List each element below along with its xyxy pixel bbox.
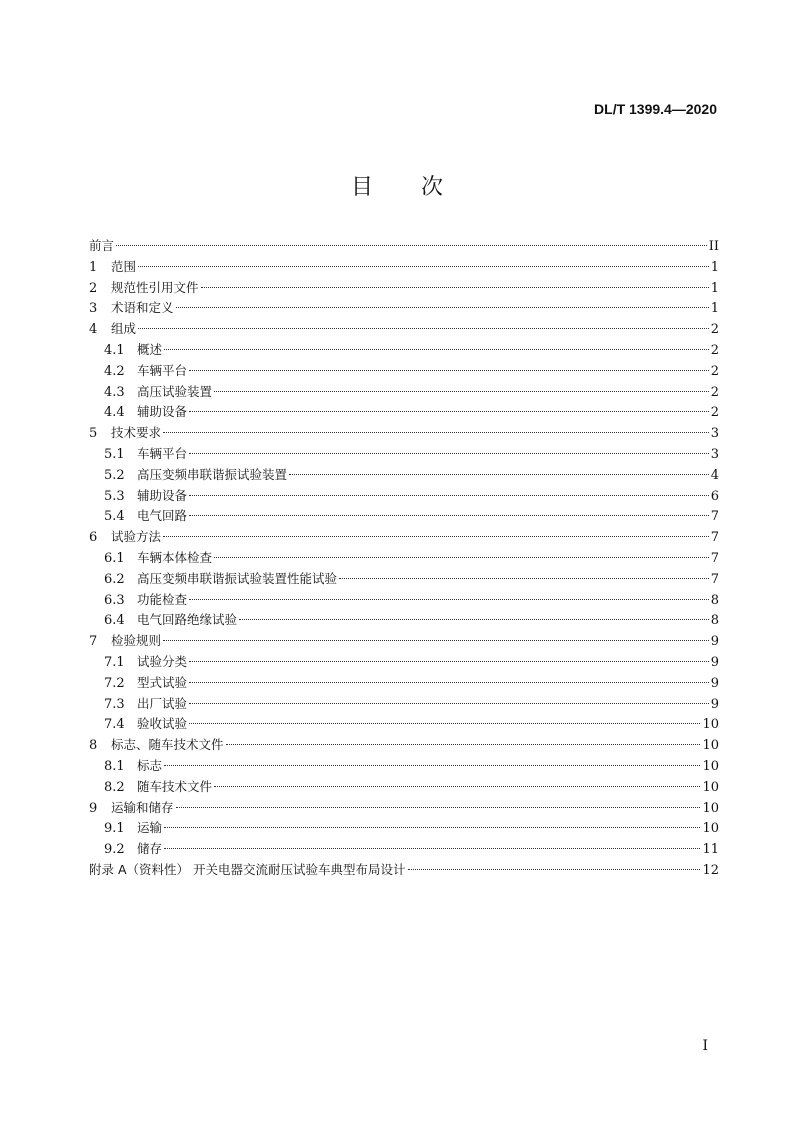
toc-entry-number: 6.3 [104, 592, 125, 608]
toc-entry[interactable] [89, 798, 719, 819]
toc-dot-leader [189, 515, 709, 516]
toc-entry-number: 7 [89, 634, 98, 650]
toc-entry-label: 验收试验 [137, 716, 188, 732]
toc-entry-number: 7.2 [104, 675, 125, 691]
toc-entry-page: 7 [710, 530, 719, 546]
toc-dot-leader [189, 661, 709, 662]
toc-entry[interactable] [89, 319, 719, 340]
toc-entry-page: 9 [710, 634, 719, 650]
toc-dot-leader [226, 744, 701, 745]
toc-entry-number: 5.4 [104, 509, 125, 525]
toc-entry[interactable] [89, 777, 719, 798]
toc-entry-number: 3 [89, 301, 98, 317]
toc-entry-page: 10 [702, 800, 719, 816]
toc-entry-page: II [708, 239, 719, 254]
toc-entry-label: 试验分类 [137, 653, 188, 669]
toc-entry-label: 储存 [137, 841, 163, 857]
toc-entry-page: 2 [710, 384, 719, 400]
title-char-1: 目 [350, 175, 373, 200]
toc-entry-label: 辅助设备 [137, 404, 188, 420]
toc-entry-label: 标志 [137, 757, 163, 773]
toc-entry-label: 范围 [111, 258, 137, 274]
toc-dot-leader [189, 370, 709, 371]
toc-entry-page: 9 [710, 696, 719, 712]
toc-dot-leader [163, 432, 709, 433]
toc-entry-number: 6.4 [104, 613, 125, 629]
toc-dot-leader [201, 287, 709, 288]
toc-entry-page: 11 [702, 842, 719, 858]
toc-entry-label: 技术要求 [111, 425, 162, 441]
toc-entry[interactable] [89, 818, 719, 839]
toc-entry-number: 6 [89, 530, 98, 546]
toc-entry[interactable] [89, 361, 719, 382]
toc-entry-label: 高压试验装置 [137, 383, 213, 399]
toc-entry-label: 电气回路绝缘试验 [137, 612, 238, 628]
toc-entry-page: 10 [702, 779, 719, 795]
toc-entry-page: 6 [710, 488, 719, 504]
toc-entry[interactable] [89, 486, 719, 507]
toc-entry-page: 12 [702, 862, 719, 878]
toc-entry-number: 1 [89, 259, 98, 275]
toc-entry-page: 1 [710, 301, 719, 317]
toc-entry-number: 8.2 [104, 779, 125, 795]
toc-entry[interactable] [89, 631, 719, 652]
toc-entry[interactable] [89, 257, 719, 278]
toc-entry-number: 7.1 [104, 654, 125, 670]
toc-entry-number: 9 [89, 800, 98, 816]
toc-entry-page: 1 [710, 280, 719, 296]
toc-entry-label: 高压变频串联谐振试验装置 [137, 466, 288, 482]
title-char-2: 次 [421, 175, 444, 200]
toc-entry-label: 功能检查 [137, 591, 188, 607]
toc-entry-number: 4.1 [104, 342, 125, 358]
toc-entry-page: 10 [702, 717, 719, 733]
toc-entry-label: 型式试验 [137, 674, 188, 690]
toc-entry[interactable] [89, 839, 719, 860]
toc-entry[interactable] [89, 382, 719, 403]
toc-entry-label: 车辆平台 [137, 445, 188, 461]
toc-dot-leader [189, 682, 709, 683]
toc-entry-label: 电气回路 [137, 508, 188, 524]
toc-entry[interactable] [89, 423, 719, 444]
toc-entry-page: 2 [710, 363, 719, 379]
toc-dot-leader [289, 474, 709, 475]
page-title [0, 170, 794, 201]
toc-entry-number: 7.3 [104, 696, 125, 712]
toc-entry-label: 出厂试验 [137, 695, 188, 711]
toc-entry-page: 7 [710, 509, 719, 525]
toc-entry[interactable] [89, 298, 719, 319]
toc-entry-number: 9.1 [104, 821, 125, 837]
toc-entry-page: 1 [710, 259, 719, 275]
toc-entry-label: 车辆平台 [137, 362, 188, 378]
toc-entry-number: 8.1 [104, 758, 125, 774]
toc-entry-label: 运输和储存 [111, 799, 174, 815]
toc-entry-page: 9 [710, 675, 719, 691]
toc-entry-page: 10 [702, 821, 719, 837]
toc-dot-leader [164, 765, 700, 766]
standard-code: DL/T 1399.4—2020 [594, 101, 717, 117]
toc-entry-page: 3 [710, 426, 719, 442]
toc-dot-leader [189, 703, 709, 704]
toc-dot-leader [214, 391, 709, 392]
toc-entry[interactable] [89, 714, 719, 735]
toc-dot-leader [214, 786, 700, 787]
toc-entry[interactable] [89, 506, 719, 527]
toc-dot-leader [408, 869, 701, 870]
toc-entry[interactable] [89, 673, 719, 694]
toc-entry-number: 6.2 [104, 571, 125, 587]
toc-dot-leader [116, 245, 707, 246]
toc-entry-label: 术语和定义 [111, 300, 174, 316]
toc-entry-number: 5.2 [104, 467, 125, 483]
toc-dot-leader [164, 827, 700, 828]
toc-entry[interactable] [89, 590, 719, 611]
toc-dot-leader [164, 349, 709, 350]
toc-dot-leader [176, 307, 709, 308]
toc-entry-label: 随车技术文件 [137, 778, 213, 794]
toc-dot-leader [163, 640, 709, 641]
toc-entry-label: 标志、随车技术文件 [111, 737, 224, 753]
toc-entry[interactable] [89, 756, 719, 777]
toc-entry-label: 附录 A（资料性） 开关电器交流耐压试验车典型布局设计 [89, 861, 406, 877]
toc-entry-number: 7.4 [104, 717, 125, 733]
toc-entry-page: 4 [710, 467, 719, 483]
toc-dot-leader [239, 619, 709, 620]
toc-dot-leader [339, 578, 709, 579]
toc-entry-label: 组成 [111, 321, 137, 337]
toc-entry-label: 试验方法 [111, 529, 162, 545]
toc-entry[interactable] [89, 444, 719, 465]
toc-entry[interactable] [89, 694, 719, 715]
toc-entry-page: 3 [710, 446, 719, 462]
toc-entry-number: 5.3 [104, 488, 125, 504]
toc-entry[interactable] [89, 402, 719, 423]
toc-entry[interactable] [89, 569, 719, 590]
toc-entry-label: 运输 [137, 820, 163, 836]
toc-entry-label: 概述 [137, 341, 163, 357]
toc-entry[interactable] [89, 278, 719, 299]
toc-entry-page: 10 [702, 758, 719, 774]
toc-entry-number: 4.2 [104, 363, 125, 379]
toc-entry[interactable] [89, 465, 719, 486]
toc-entry-number: 5 [89, 426, 98, 442]
toc-entry-page: 2 [710, 342, 719, 358]
toc-dot-leader [189, 411, 709, 412]
toc-entry-page: 9 [710, 654, 719, 670]
toc-entry-label: 检验规则 [111, 633, 162, 649]
toc-dot-leader [176, 807, 701, 808]
toc-entry[interactable] [89, 340, 719, 361]
toc-entry-number: 4 [89, 322, 98, 338]
toc-dot-leader [189, 723, 700, 724]
footer-page-number: I [702, 1038, 708, 1054]
toc-dot-leader [214, 557, 709, 558]
toc-entry-page: 8 [710, 613, 719, 629]
toc-entry[interactable] [89, 236, 719, 257]
toc-entry-page: 7 [710, 571, 719, 587]
toc-dot-leader [138, 328, 709, 329]
toc-entry-number: 4.3 [104, 384, 125, 400]
toc-entry-number: 5.1 [104, 446, 125, 462]
toc-dot-leader [163, 536, 709, 537]
toc-entry-page: 10 [702, 738, 719, 754]
toc-dot-leader [189, 599, 709, 600]
toc-entry-label: 车辆本体检查 [137, 549, 213, 565]
toc-entry-label: 规范性引用文件 [111, 279, 199, 295]
table-of-contents [89, 236, 719, 881]
toc-entry-page: 7 [710, 550, 719, 566]
toc-entry-label: 辅助设备 [137, 487, 188, 503]
toc-dot-leader [189, 453, 709, 454]
toc-entry-page: 2 [710, 322, 719, 338]
toc-entry[interactable] [89, 527, 719, 548]
toc-entry-label: 前言 [89, 238, 115, 253]
toc-entry-number: 8 [89, 738, 98, 754]
toc-entry[interactable] [89, 652, 719, 673]
toc-dot-leader [164, 848, 700, 849]
toc-entry[interactable] [89, 860, 719, 881]
toc-entry-page: 2 [710, 405, 719, 421]
toc-entry-number: 2 [89, 280, 98, 296]
toc-entry-number: 6.1 [104, 550, 125, 566]
toc-entry-number: 4.4 [104, 405, 125, 421]
toc-entry-page: 8 [710, 592, 719, 608]
toc-entry[interactable] [89, 548, 719, 569]
toc-entry[interactable] [89, 735, 719, 756]
toc-entry[interactable] [89, 610, 719, 631]
toc-entry-label: 高压变频串联谐振试验装置性能试验 [137, 570, 338, 586]
toc-dot-leader [189, 495, 709, 496]
toc-entry-number: 9.2 [104, 842, 125, 858]
toc-dot-leader [138, 266, 709, 267]
